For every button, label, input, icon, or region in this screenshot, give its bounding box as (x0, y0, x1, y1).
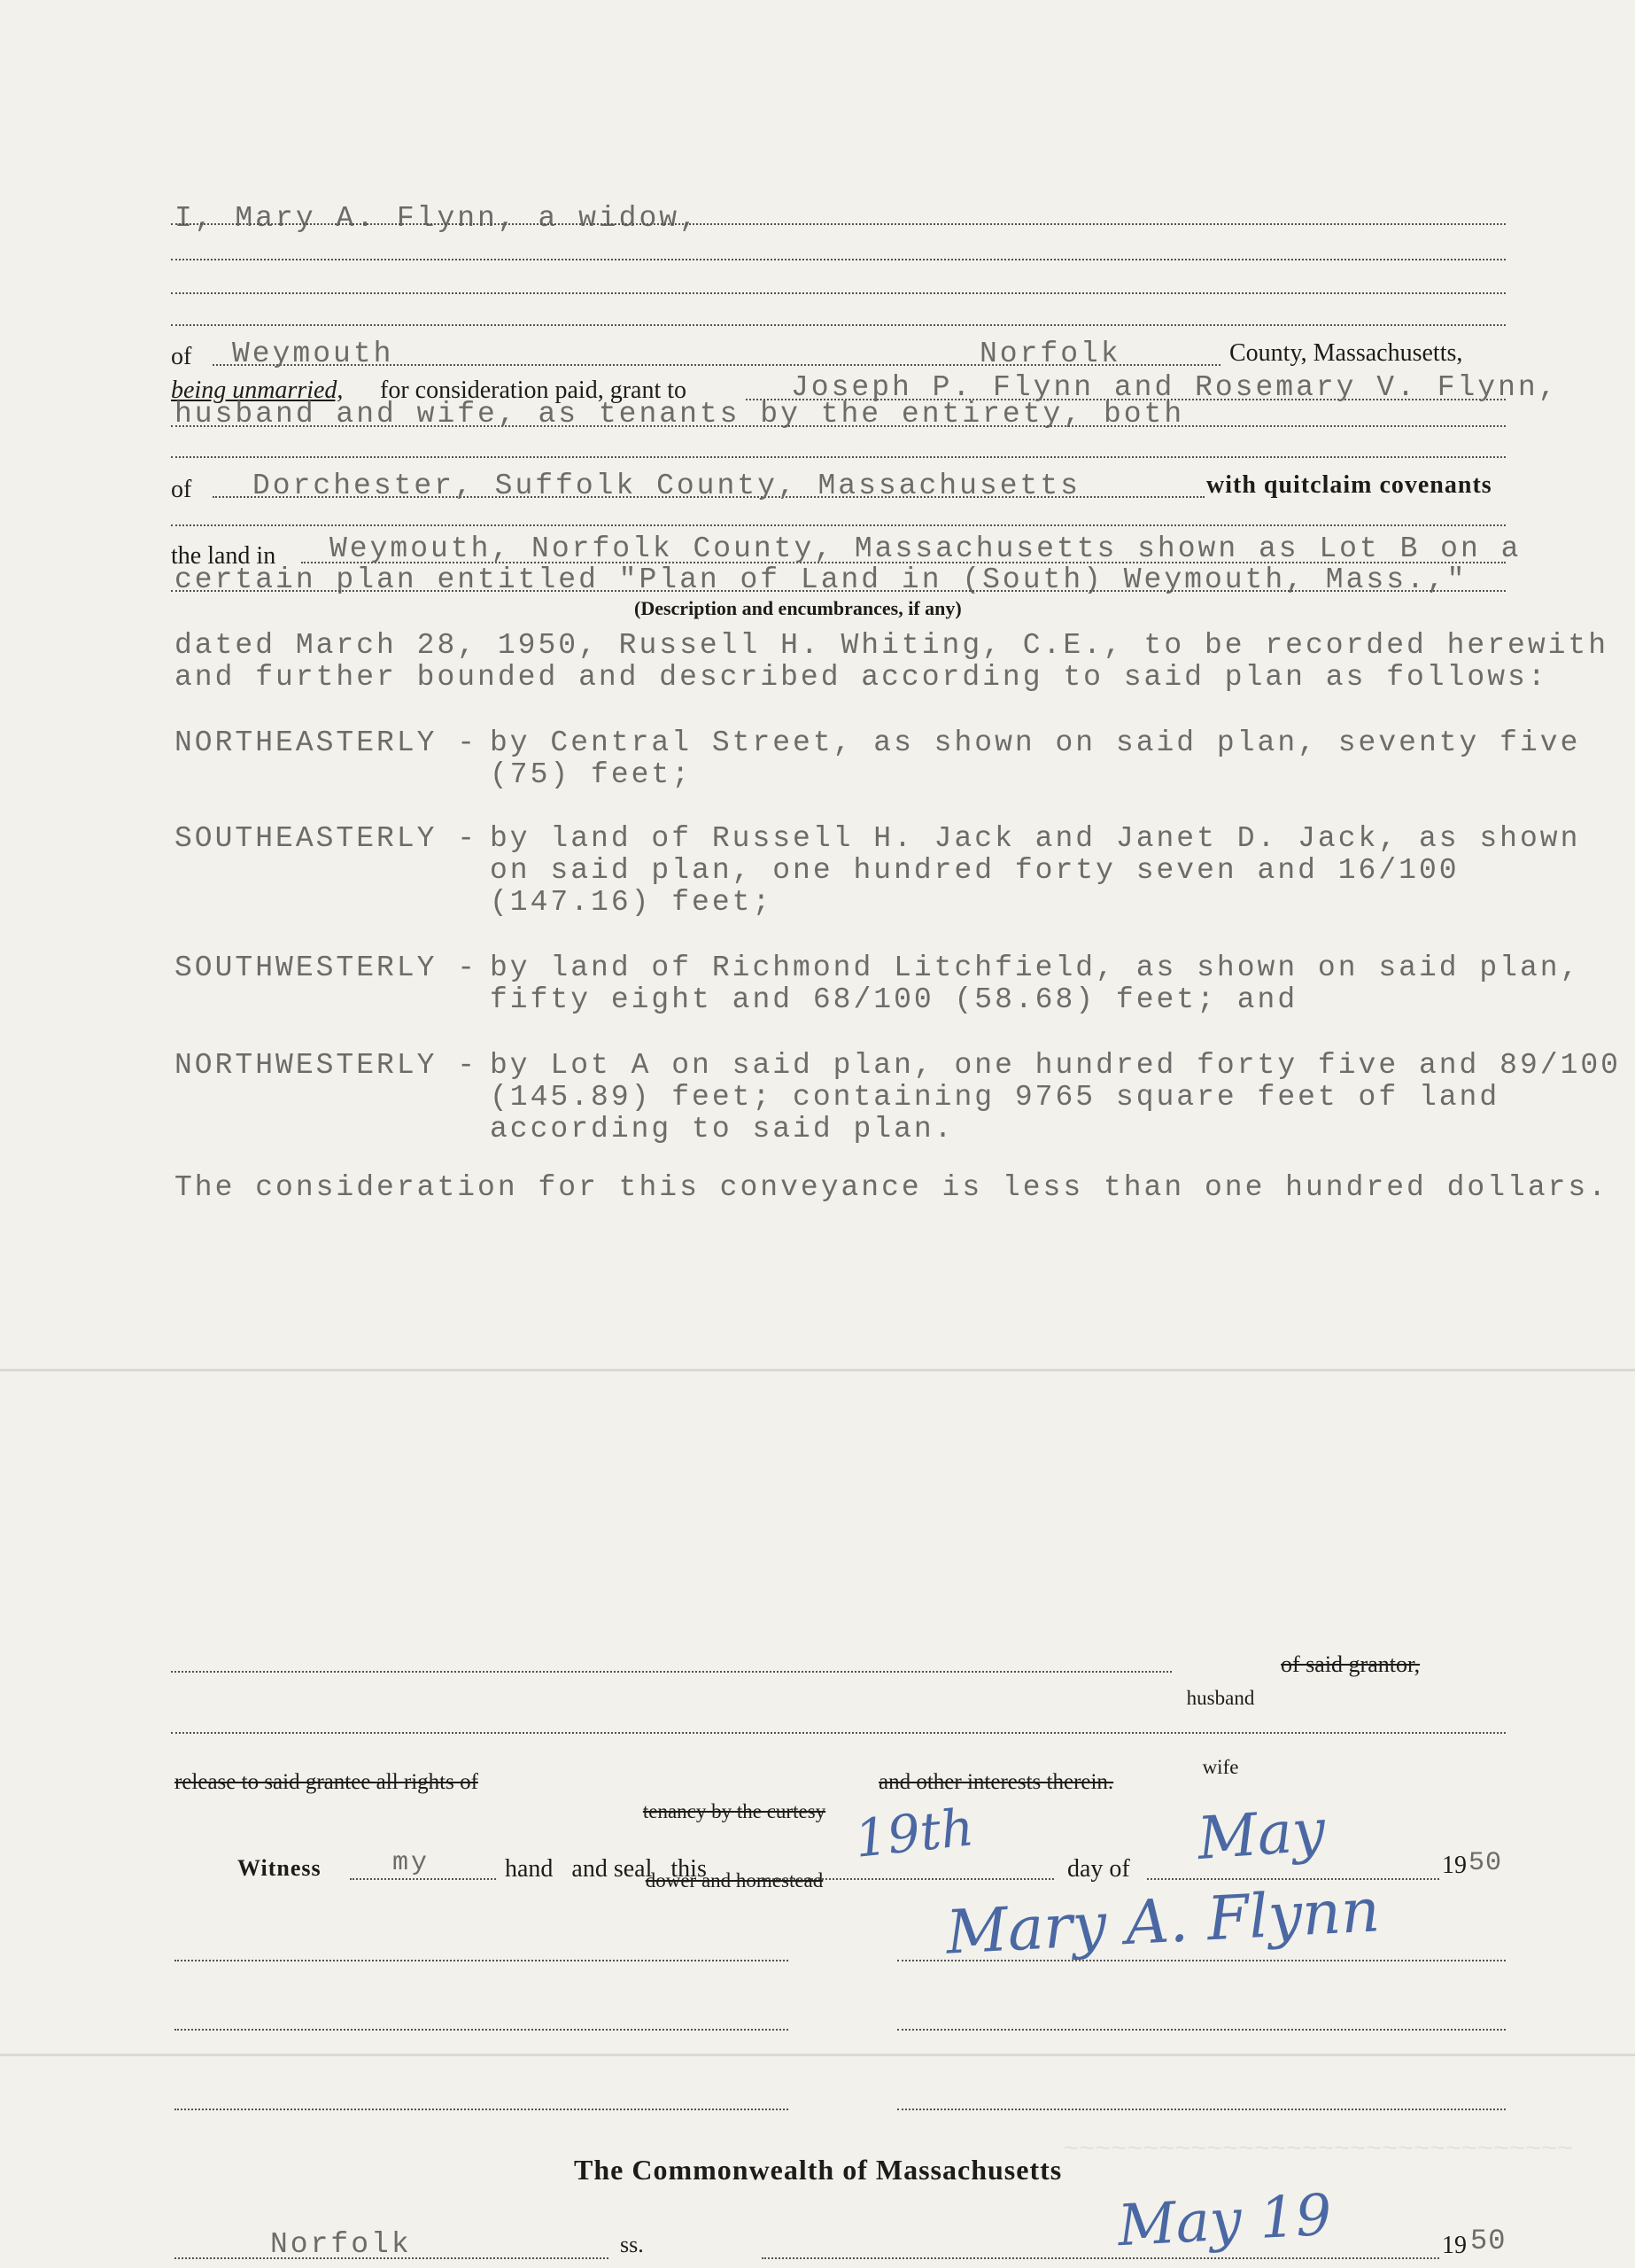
land-line3: dated March 28, 1950, Russell H. Whiting, C.E., to be recorded herewith (174, 629, 1609, 662)
year-suffix: 50 (1468, 1848, 1503, 1878)
hand-and-seal: hand and seal this (505, 1855, 707, 1883)
marital-status-label: being unmarried, (171, 377, 344, 404)
handwritten-day: 19th (851, 1797, 977, 1869)
bleed-through-text: ~~~~~~~~~~~~~~~~~~~~~~~~~~~~~~~~ (1063, 2135, 1574, 2165)
rule (171, 1732, 1506, 1734)
signature-line (897, 1960, 1506, 1961)
rule (174, 1960, 788, 1961)
fold-line (0, 1369, 1635, 1371)
grantees-line1: Joseph P. Flynn and Rosemary V. Flynn, (791, 371, 1559, 404)
signature-line (897, 2109, 1506, 2110)
rule (174, 2029, 788, 2031)
bound-text: fifty eight and 68/100 (58.68) feet; and (490, 983, 1298, 1016)
of-label: of (171, 343, 192, 370)
release-text: release to said grantee all rights of (174, 1770, 478, 1794)
bound-text: by land of Russell H. Jack and Janet D. Jack, as shown (490, 822, 1581, 855)
grantees-residence: Dorchester, Suffolk County, Massachusetts (252, 470, 1081, 502)
rule (171, 223, 1506, 225)
bound-text: according to said plan. (490, 1113, 955, 1146)
ack-year-suffix: 50 (1470, 2225, 1507, 2257)
consideration-note: The consideration for this conveyance is less than one hundred dollars. (174, 1171, 1609, 1204)
rule (762, 1878, 1054, 1880)
ack-year-prefix: 19 (1442, 2232, 1467, 2259)
rule (171, 425, 1506, 427)
husband-option: husband (1186, 1687, 1255, 1709)
dower-option: dower and homestead (645, 1869, 824, 1891)
county-state-label: County, Massachusetts, (1229, 339, 1463, 367)
bound-direction: NORTHWESTERLY - (174, 1049, 478, 1082)
consideration-label: for consideration paid, grant to (380, 377, 687, 404)
commonwealth-heading: The Commonwealth of Massachusetts (574, 2154, 1063, 2186)
of-label: of (171, 476, 192, 503)
rule (171, 292, 1506, 294)
rule (171, 590, 1506, 592)
signature-line (897, 2029, 1506, 2031)
tenancy-option: tenancy by the curtesy (642, 1800, 826, 1822)
of-said-grantor: of said grantor, (1281, 1651, 1421, 1677)
bound-text: by Central Street, as shown on said plan, seventy five (490, 726, 1581, 759)
bound-text: (75) feet; (490, 758, 693, 791)
ack-county: Norfolk (270, 2228, 412, 2261)
land-label: the land in (171, 542, 276, 570)
rule (350, 1878, 496, 1880)
description-caption: (Description and encumbrances, if any) (634, 597, 962, 619)
grantor-county: Norfolk (980, 338, 1121, 370)
rule (171, 1671, 1172, 1673)
year-prefix: 19 (1442, 1852, 1467, 1879)
witness-label: Witness (237, 1855, 322, 1881)
ss-label: ss. (620, 2232, 644, 2257)
rule (762, 2257, 1439, 2259)
bound-text: on said plan, one hundred forty seven and 16/100 (490, 854, 1460, 887)
handwritten-month: May (1195, 1796, 1328, 1873)
bound-text: by Lot A on said plan, one hundred forty five and 89/100 (490, 1049, 1621, 1082)
bound-text: by land of Richmond Litchfield, as shown on said plan, (490, 951, 1581, 984)
other-interests: and other interests therein. (879, 1770, 1114, 1794)
bound-direction: SOUTHEASTERLY - (174, 822, 478, 855)
rule (171, 259, 1506, 260)
land-line1: Weymouth, Norfolk County, Massachusetts shown as Lot B on a (329, 532, 1522, 565)
grantor-line: I, Mary A. Flynn, a widow, (174, 202, 700, 235)
land-line2: certain plan entitled "Plan of Land in (South) Weymouth, Mass.," (174, 563, 1468, 596)
tenancy-choice (592, 1754, 877, 1938)
grantor-signature: Mary A. Flynn (944, 1876, 1382, 1969)
rule (171, 524, 1506, 526)
bound-direction: SOUTHWESTERLY - (174, 951, 478, 984)
witness-my: my (392, 1848, 430, 1878)
bound-direction: NORTHEASTERLY - (174, 726, 478, 759)
rule (171, 324, 1506, 326)
handwritten-ack-date: May 19 (1116, 2182, 1334, 2260)
covenants-label: with quitclaim covenants (1206, 471, 1492, 499)
grantor-town: Weymouth (232, 338, 394, 370)
fold-line (0, 2054, 1635, 2056)
rule (171, 456, 1506, 458)
bound-text: (145.89) feet; containing 9765 square feet of land (490, 1081, 1500, 1114)
grantees-line2: husband and wife, as tenants by the entirety, both (174, 398, 1185, 431)
day-of-label: day of (1067, 1855, 1130, 1883)
bound-text: (147.16) feet; (490, 886, 773, 919)
rule (174, 2109, 788, 2110)
wife-option: wife (1202, 1756, 1239, 1778)
land-line4: and further bounded and described according to said plan as follows: (174, 661, 1548, 694)
